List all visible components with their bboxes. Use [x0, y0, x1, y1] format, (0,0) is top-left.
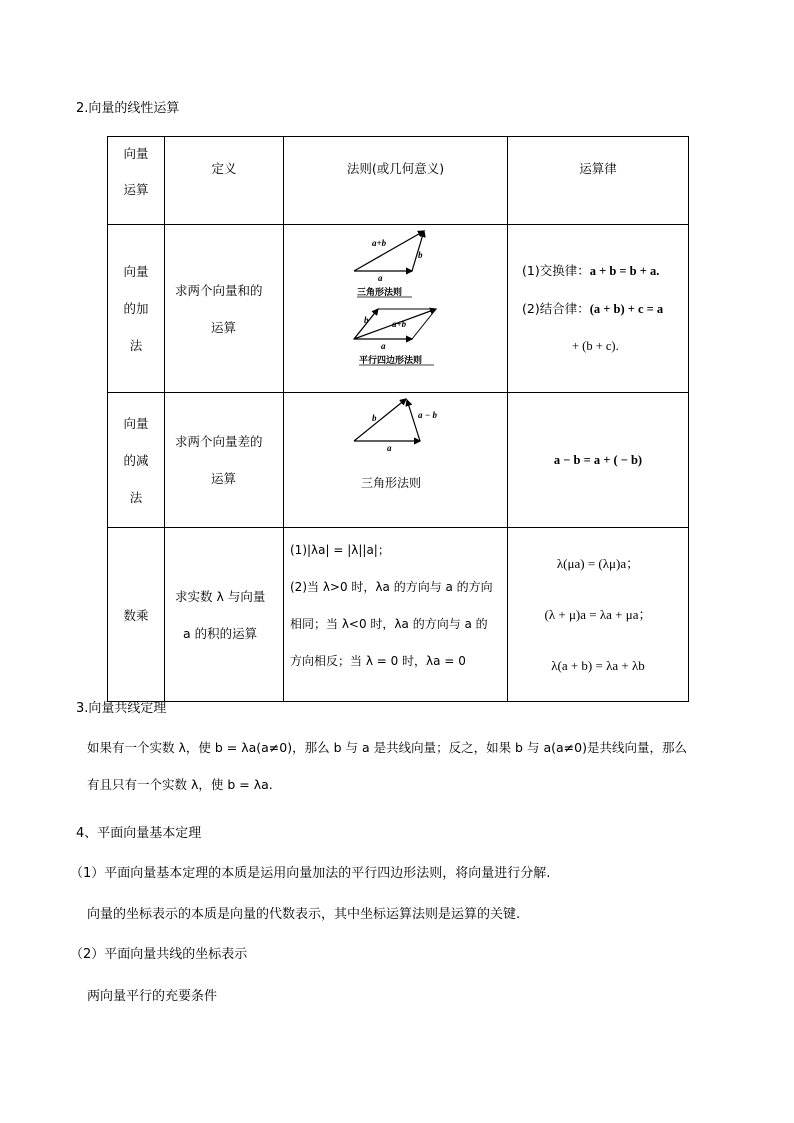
par-label-sum: a+b: [392, 319, 407, 329]
scalar-rule: (1)|λa| = |λ||a|； (2)当 λ>0 时，λa 的方向与 a 的方向 相同；当 λ<0 时，λa 的方向与 a 的 方向相反；当 λ = 0 时，λa = 0: [284, 528, 508, 702]
vector-operations-table: [107, 136, 689, 702]
addition-diagrams: [284, 225, 507, 389]
addition-rule: [284, 225, 508, 393]
tri-label-sum: a+b: [372, 238, 387, 248]
sub-label-b: b: [372, 413, 377, 423]
collinear-theorem-line-1: 如果有一个实数 λ，使 b = λa(a≠0)，那么 b 与 a 是共线向量；反之，如果 b 与 a(a≠0)是共线向量，那么: [87, 740, 687, 755]
par-label-a: a: [381, 341, 386, 351]
section-heading-4: 4、平面向量基本定理: [76, 826, 202, 841]
subtraction-law: a − b = a + ( − b): [508, 393, 689, 528]
sub-label-a: a: [387, 443, 392, 453]
basic-theorem-item-1: （1）平面向量基本定理的本质是运用向量加法的平行四边形法则，将向量进行分解.: [70, 866, 551, 881]
scalar-definition: 求实数 λ 与向量 a 的积的运算: [165, 528, 284, 702]
row-addition: [108, 225, 689, 393]
header-operation: 向量 运算: [108, 137, 165, 225]
header-rule: 法则(或几何意义): [284, 137, 508, 225]
scalar-name: 数乘: [108, 528, 165, 702]
collinear-coordinate-item-2b: 两向量平行的充要条件: [87, 989, 218, 1004]
addition-laws: (1)交换律：a + b = b + a. (2)结合律：(a + b) + c = a + (b + c).: [508, 225, 689, 393]
subtraction-diagram: [284, 393, 507, 524]
triangle-caption: 三角形法则: [357, 288, 403, 298]
addition-definition: 求两个向量和的 运算: [165, 225, 284, 393]
row-subtraction: [108, 393, 689, 528]
subtraction-rule: [284, 393, 508, 528]
tri-label-b: b: [418, 250, 423, 260]
header-law: 运算律: [508, 137, 689, 225]
addition-name: 向量 的加 法: [108, 225, 165, 393]
collinear-coordinate-item-2: （2）平面向量共线的坐标表示: [70, 947, 248, 962]
header-definition: 定义: [165, 137, 284, 225]
collinear-theorem-line-2: 有且只有一个实数 λ，使 b = λa.: [87, 777, 273, 792]
subtraction-name: 向量 的减 法: [108, 393, 165, 528]
sub-label-diff: a − b: [418, 410, 437, 420]
subtraction-definition: 求两个向量差的 运算: [165, 393, 284, 528]
commutative-law: (1)交换律：a + b = b + a.: [522, 263, 660, 278]
row-scalar: [108, 528, 689, 702]
basic-theorem-item-1b: 向量的坐标表示的本质是向量的代数表示，其中坐标运算法则是运算的关键.: [87, 907, 521, 922]
scalar-laws: λ(μa) = (λμ)a； (λ + μ)a = λa + μa； λ(a + b) = λa + λb: [508, 528, 689, 702]
parallelogram-rule-diagram: [354, 309, 436, 366]
par-label-b: b: [364, 315, 369, 325]
tri-label-a: a: [378, 273, 383, 283]
table-header-row: [108, 137, 689, 225]
section-heading-3: 3.向量共线定理: [76, 701, 167, 716]
parallelogram-caption: 平行四边形法则: [359, 356, 423, 366]
subtraction-caption: 三角形法则: [361, 476, 422, 490]
section-heading-2: 2.向量的线性运算: [76, 101, 180, 116]
associative-law: (2)结合律：(a + b) + c = a: [522, 301, 664, 316]
triangle-rule-diagram: [354, 231, 424, 298]
